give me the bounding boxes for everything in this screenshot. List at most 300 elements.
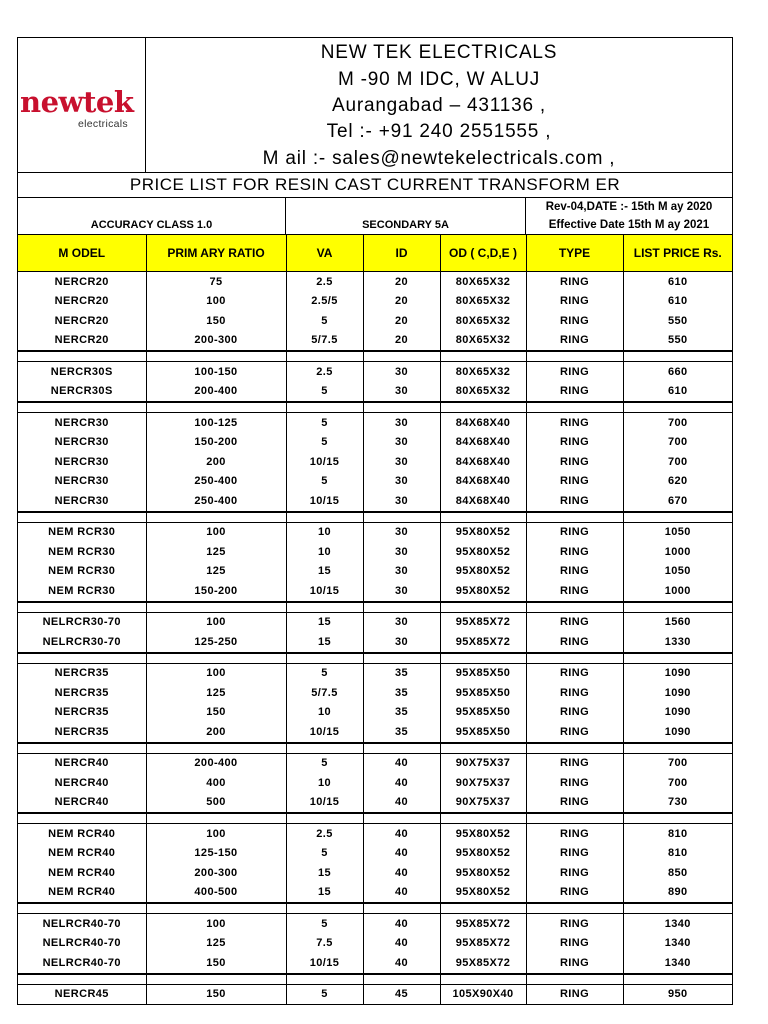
- separator-cell: [623, 903, 732, 914]
- primary-ratio-cell: 400-500: [146, 883, 286, 904]
- od-cell: 105X90X40: [440, 984, 526, 1004]
- primary-ratio-cell: 200: [146, 722, 286, 743]
- separator-cell: [363, 653, 440, 664]
- od-cell: 95X85X50: [440, 703, 526, 723]
- va-cell: 5: [286, 984, 363, 1004]
- va-cell: 5: [286, 472, 363, 492]
- type-cell: RING: [526, 491, 623, 512]
- table-body: [18, 272, 732, 1005]
- model-cell: NEM RCR30: [18, 522, 146, 542]
- table-row: [18, 522, 732, 542]
- price-cell: 1050: [664, 565, 691, 578]
- logo-subtext: electricals: [78, 118, 128, 130]
- type-cell: RING: [526, 632, 623, 653]
- primary-ratio-cell: 125: [146, 562, 286, 582]
- id-cell: 40: [363, 793, 440, 814]
- separator-cell: [363, 903, 440, 914]
- separator-cell: [623, 653, 732, 664]
- price-list-sheet: [17, 37, 733, 1005]
- separator-cell: [363, 813, 440, 824]
- primary-ratio-cell: 150: [146, 703, 286, 723]
- price-cell: 550: [667, 314, 688, 327]
- separator-cell: [440, 903, 526, 914]
- price-table: [18, 235, 732, 1004]
- od-cell: 95X80X52: [440, 562, 526, 582]
- separator-cell: [146, 653, 286, 664]
- table-row: [18, 472, 732, 492]
- price-cell: 890: [667, 886, 688, 899]
- separator-cell: [286, 512, 363, 523]
- type-cell: RING: [526, 883, 623, 904]
- id-cell: 40: [363, 953, 440, 974]
- column-header: M ODEL: [18, 235, 146, 272]
- va-cell: 2.5/5: [286, 292, 363, 312]
- revision-info: [526, 198, 732, 234]
- type-cell: RING: [526, 722, 623, 743]
- od-cell: 95X80X52: [440, 522, 526, 542]
- company-name: NEW TEK ELECTRICALS: [320, 42, 558, 64]
- model-cell: NERCR20: [18, 331, 146, 352]
- id-cell: 40: [363, 863, 440, 883]
- email-address: M ail :- sales@newtekelectricals.com ,: [262, 147, 616, 169]
- group-separator: [18, 402, 732, 413]
- od-cell: 84X68X40: [440, 472, 526, 492]
- primary-ratio-cell: 125: [146, 934, 286, 954]
- revision-date: Rev-04,DATE :- 15th M ay 2020: [545, 201, 713, 213]
- model-cell: NERCR20: [18, 272, 146, 292]
- separator-cell: [526, 602, 623, 613]
- company-header: [18, 38, 732, 173]
- model-cell: NEM RCR30: [18, 562, 146, 582]
- table-row: [18, 272, 732, 292]
- id-cell: 30: [363, 562, 440, 582]
- separator-cell: [286, 813, 363, 824]
- model-cell: NEM RCR40: [18, 883, 146, 904]
- od-cell: 95X85X72: [440, 632, 526, 653]
- primary-ratio-cell: 100: [146, 824, 286, 844]
- price-cell: 610: [667, 275, 688, 288]
- separator-cell: [146, 402, 286, 413]
- type-cell: RING: [526, 753, 623, 773]
- table-row: [18, 683, 732, 703]
- va-cell: 15: [286, 562, 363, 582]
- id-cell: 35: [363, 722, 440, 743]
- model-cell: NERCR35: [18, 722, 146, 743]
- va-cell: 10/15: [286, 793, 363, 814]
- separator-cell: [18, 813, 146, 824]
- price-cell: 700: [667, 416, 688, 429]
- table-row: [18, 824, 732, 844]
- type-cell: RING: [526, 824, 623, 844]
- model-cell: NERCR35: [18, 663, 146, 683]
- separator-cell: [146, 351, 286, 362]
- address-line-1: M -90 M IDC, W ALUJ: [337, 68, 541, 90]
- va-cell: 15: [286, 632, 363, 653]
- column-header: PRIM ARY RATIO: [146, 235, 286, 272]
- type-cell: RING: [526, 773, 623, 793]
- accuracy-class: ACCURACY CLASS 1.0: [18, 198, 286, 234]
- id-cell: 40: [363, 753, 440, 773]
- id-cell: 20: [363, 292, 440, 312]
- separator-cell: [286, 653, 363, 664]
- logo-wordmark: newtek: [20, 85, 134, 119]
- group-separator: [18, 903, 732, 914]
- model-cell: NERCR30: [18, 452, 146, 472]
- separator-cell: [286, 974, 363, 985]
- separator-cell: [18, 653, 146, 664]
- separator-cell: [526, 974, 623, 985]
- od-cell: 84X68X40: [440, 491, 526, 512]
- price-cell: 1050: [664, 526, 691, 539]
- phone-number: Tel :- +91 240 2551555 ,: [326, 121, 552, 143]
- type-cell: RING: [526, 612, 623, 632]
- primary-ratio-cell: 250-400: [146, 472, 286, 492]
- primary-ratio-cell: 150: [146, 953, 286, 974]
- address-line-2: Aurangabad – 431136 ,: [331, 95, 546, 116]
- id-cell: 30: [363, 362, 440, 382]
- type-cell: RING: [526, 984, 623, 1004]
- va-cell: 5: [286, 413, 363, 433]
- price-cell: 1000: [664, 584, 691, 597]
- id-cell: 40: [363, 824, 440, 844]
- price-cell: 700: [667, 757, 688, 770]
- od-cell: 95X80X52: [440, 542, 526, 562]
- primary-ratio-cell: 100: [146, 612, 286, 632]
- price-cell: 610: [667, 385, 688, 398]
- price-cell: 1090: [664, 686, 691, 699]
- price-cell: 1560: [664, 616, 691, 629]
- type-cell: RING: [526, 331, 623, 352]
- price-cell: 850: [667, 866, 688, 879]
- separator-cell: [440, 351, 526, 362]
- va-cell: 15: [286, 612, 363, 632]
- va-cell: 2.5: [286, 272, 363, 292]
- separator-cell: [526, 903, 623, 914]
- va-cell: 5: [286, 914, 363, 934]
- separator-cell: [526, 813, 623, 824]
- od-cell: 95X80X52: [440, 581, 526, 602]
- price-list-title: PRICE LIST FOR RESIN CAST CURRENT TRANSFORM ER: [18, 173, 732, 198]
- primary-ratio-cell: 125-250: [146, 632, 286, 653]
- separator-cell: [440, 743, 526, 754]
- primary-ratio-cell: 125: [146, 542, 286, 562]
- price-cell: 1340: [664, 937, 691, 950]
- model-cell: NERCR45: [18, 984, 146, 1004]
- primary-ratio-cell: 150: [146, 311, 286, 331]
- id-cell: 30: [363, 472, 440, 492]
- model-cell: NERCR20: [18, 311, 146, 331]
- model-cell: NEM RCR40: [18, 844, 146, 864]
- model-cell: NEM RCR30: [18, 581, 146, 602]
- table-row: [18, 632, 732, 653]
- primary-ratio-cell: 250-400: [146, 491, 286, 512]
- separator-cell: [363, 402, 440, 413]
- type-cell: RING: [526, 663, 623, 683]
- effective-date: Effective Date 15th M ay 2021: [548, 219, 710, 231]
- od-cell: 95X80X52: [440, 863, 526, 883]
- separator-cell: [146, 512, 286, 523]
- id-cell: 20: [363, 272, 440, 292]
- separator-cell: [286, 903, 363, 914]
- separator-cell: [440, 974, 526, 985]
- model-cell: NERCR30S: [18, 382, 146, 403]
- type-cell: RING: [526, 703, 623, 723]
- model-cell: NELRCR40-70: [18, 953, 146, 974]
- price-cell: 1330: [664, 635, 691, 648]
- separator-cell: [18, 602, 146, 613]
- va-cell: 10/15: [286, 722, 363, 743]
- primary-ratio-cell: 200-400: [146, 382, 286, 403]
- price-cell: 1340: [664, 917, 691, 930]
- table-row: [18, 722, 732, 743]
- price-cell: 550: [667, 334, 688, 347]
- table-row: [18, 773, 732, 793]
- id-cell: 30: [363, 581, 440, 602]
- separator-cell: [526, 351, 623, 362]
- od-cell: 80X65X32: [440, 311, 526, 331]
- table-row: [18, 433, 732, 453]
- primary-ratio-cell: 125: [146, 683, 286, 703]
- type-cell: RING: [526, 433, 623, 453]
- id-cell: 35: [363, 663, 440, 683]
- table-row: [18, 562, 732, 582]
- primary-ratio-cell: 100: [146, 522, 286, 542]
- id-cell: 30: [363, 632, 440, 653]
- group-separator: [18, 602, 732, 613]
- table-row: [18, 844, 732, 864]
- separator-cell: [363, 974, 440, 985]
- table-row: [18, 311, 732, 331]
- price-cell: 660: [667, 365, 688, 378]
- price-cell: 1000: [664, 545, 691, 558]
- va-cell: 5: [286, 311, 363, 331]
- table-row: [18, 984, 732, 1004]
- type-cell: RING: [526, 863, 623, 883]
- va-cell: 5/7.5: [286, 331, 363, 352]
- primary-ratio-cell: 100: [146, 914, 286, 934]
- va-cell: 5: [286, 433, 363, 453]
- od-cell: 80X65X32: [440, 362, 526, 382]
- id-cell: 30: [363, 542, 440, 562]
- separator-cell: [623, 974, 732, 985]
- table-row: [18, 883, 732, 904]
- separator-cell: [286, 602, 363, 613]
- column-header: VA: [286, 235, 363, 272]
- group-separator: [18, 743, 732, 754]
- model-cell: NEM RCR30: [18, 542, 146, 562]
- price-cell: 700: [667, 776, 688, 789]
- price-cell: 810: [667, 847, 688, 860]
- id-cell: 30: [363, 382, 440, 403]
- va-cell: 5: [286, 753, 363, 773]
- table-row: [18, 382, 732, 403]
- separator-cell: [18, 402, 146, 413]
- va-cell: 10: [286, 773, 363, 793]
- id-cell: 30: [363, 452, 440, 472]
- id-cell: 40: [363, 844, 440, 864]
- id-cell: 30: [363, 413, 440, 433]
- separator-cell: [526, 743, 623, 754]
- va-cell: 7.5: [286, 934, 363, 954]
- table-row: [18, 863, 732, 883]
- spec-meta-row: [18, 198, 732, 235]
- group-separator: [18, 813, 732, 824]
- id-cell: 30: [363, 491, 440, 512]
- separator-cell: [526, 653, 623, 664]
- od-cell: 90X75X37: [440, 793, 526, 814]
- model-cell: NERCR30: [18, 433, 146, 453]
- table-row: [18, 663, 732, 683]
- model-cell: NERCR20: [18, 292, 146, 312]
- separator-cell: [363, 743, 440, 754]
- primary-ratio-cell: 150: [146, 984, 286, 1004]
- model-cell: NERCR30: [18, 413, 146, 433]
- model-cell: NERCR30: [18, 472, 146, 492]
- separator-cell: [623, 602, 732, 613]
- od-cell: 95X85X72: [440, 953, 526, 974]
- table-header-row: [18, 235, 732, 272]
- price-cell: 1090: [664, 706, 691, 719]
- va-cell: 15: [286, 863, 363, 883]
- table-row: [18, 331, 732, 352]
- model-cell: NERCR35: [18, 683, 146, 703]
- id-cell: 40: [363, 914, 440, 934]
- type-cell: RING: [526, 292, 623, 312]
- id-cell: 30: [363, 522, 440, 542]
- id-cell: 40: [363, 773, 440, 793]
- secondary-rating: SECONDARY 5A: [286, 198, 526, 234]
- model-cell: NEM RCR40: [18, 824, 146, 844]
- price-cell: 700: [667, 436, 688, 449]
- primary-ratio-cell: 200-300: [146, 331, 286, 352]
- type-cell: RING: [526, 542, 623, 562]
- primary-ratio-cell: 500: [146, 793, 286, 814]
- separator-cell: [440, 512, 526, 523]
- primary-ratio-cell: 100: [146, 663, 286, 683]
- type-cell: RING: [526, 683, 623, 703]
- type-cell: RING: [526, 472, 623, 492]
- separator-cell: [440, 813, 526, 824]
- type-cell: RING: [526, 382, 623, 403]
- price-cell: 1090: [664, 725, 691, 738]
- od-cell: 80X65X32: [440, 331, 526, 352]
- table-row: [18, 413, 732, 433]
- primary-ratio-cell: 125-150: [146, 844, 286, 864]
- group-separator: [18, 512, 732, 523]
- model-cell: NERCR40: [18, 773, 146, 793]
- type-cell: RING: [526, 581, 623, 602]
- va-cell: 2.5: [286, 362, 363, 382]
- od-cell: 95X85X50: [440, 663, 526, 683]
- model-cell: NERCR35: [18, 703, 146, 723]
- od-cell: 80X65X32: [440, 292, 526, 312]
- type-cell: RING: [526, 934, 623, 954]
- column-header: OD ( C,D,E ): [440, 235, 526, 272]
- id-cell: 20: [363, 331, 440, 352]
- id-cell: 40: [363, 934, 440, 954]
- primary-ratio-cell: 150-200: [146, 433, 286, 453]
- separator-cell: [146, 743, 286, 754]
- company-address-block: [146, 38, 732, 172]
- company-logo: [18, 38, 146, 172]
- price-cell: 620: [667, 475, 688, 488]
- od-cell: 95X85X50: [440, 683, 526, 703]
- type-cell: RING: [526, 914, 623, 934]
- type-cell: RING: [526, 362, 623, 382]
- primary-ratio-cell: 100-150: [146, 362, 286, 382]
- table-row: [18, 612, 732, 632]
- separator-cell: [623, 351, 732, 362]
- table-row: [18, 581, 732, 602]
- separator-cell: [286, 402, 363, 413]
- va-cell: 5: [286, 663, 363, 683]
- separator-cell: [623, 512, 732, 523]
- separator-cell: [623, 743, 732, 754]
- table-row: [18, 753, 732, 773]
- od-cell: 95X85X72: [440, 612, 526, 632]
- va-cell: 10/15: [286, 491, 363, 512]
- od-cell: 95X85X72: [440, 914, 526, 934]
- id-cell: 35: [363, 703, 440, 723]
- separator-cell: [286, 351, 363, 362]
- type-cell: RING: [526, 953, 623, 974]
- od-cell: 84X68X40: [440, 433, 526, 453]
- od-cell: 95X85X72: [440, 934, 526, 954]
- id-cell: 35: [363, 683, 440, 703]
- va-cell: 5/7.5: [286, 683, 363, 703]
- va-cell: 10: [286, 542, 363, 562]
- type-cell: RING: [526, 272, 623, 292]
- id-cell: 40: [363, 883, 440, 904]
- primary-ratio-cell: 400: [146, 773, 286, 793]
- va-cell: 10: [286, 703, 363, 723]
- id-cell: 30: [363, 612, 440, 632]
- price-cell: 730: [667, 796, 688, 809]
- va-cell: 15: [286, 883, 363, 904]
- separator-cell: [440, 402, 526, 413]
- model-cell: NELRCR40-70: [18, 914, 146, 934]
- model-cell: NELRCR30-70: [18, 612, 146, 632]
- table-row: [18, 542, 732, 562]
- type-cell: RING: [526, 844, 623, 864]
- id-cell: 30: [363, 433, 440, 453]
- type-cell: RING: [526, 311, 623, 331]
- price-cell: 700: [667, 455, 688, 468]
- primary-ratio-cell: 100: [146, 292, 286, 312]
- primary-ratio-cell: 200-300: [146, 863, 286, 883]
- od-cell: 95X80X52: [440, 844, 526, 864]
- type-cell: RING: [526, 452, 623, 472]
- model-cell: NELRCR30-70: [18, 632, 146, 653]
- table-row: [18, 703, 732, 723]
- primary-ratio-cell: 200-400: [146, 753, 286, 773]
- table-row: [18, 491, 732, 512]
- separator-cell: [623, 402, 732, 413]
- type-cell: RING: [526, 562, 623, 582]
- table-row: [18, 362, 732, 382]
- separator-cell: [363, 602, 440, 613]
- group-separator: [18, 974, 732, 985]
- od-cell: 84X68X40: [440, 413, 526, 433]
- id-cell: 20: [363, 311, 440, 331]
- table-row: [18, 452, 732, 472]
- va-cell: 5: [286, 382, 363, 403]
- model-cell: NEM RCR40: [18, 863, 146, 883]
- column-header: ID: [363, 235, 440, 272]
- od-cell: 90X75X37: [440, 773, 526, 793]
- va-cell: 5: [286, 844, 363, 864]
- model-cell: NERCR30: [18, 491, 146, 512]
